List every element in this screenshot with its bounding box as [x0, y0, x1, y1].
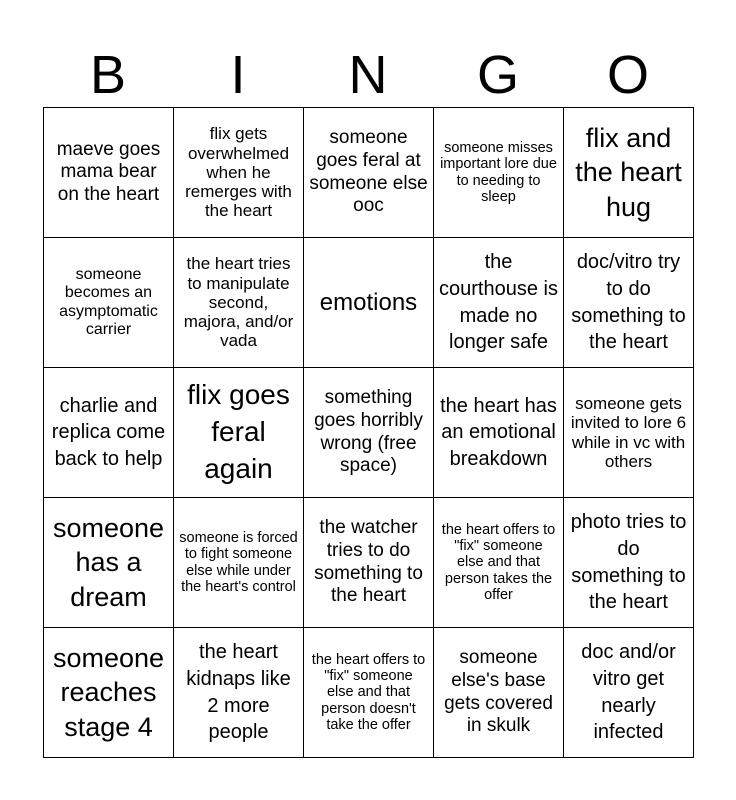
bingo-cell[interactable] — [174, 628, 304, 758]
cell-text: maeve goes mama bear on the heart — [56, 138, 161, 205]
cell-text: flix gets overwhelmed when he remerges with the heart — [185, 124, 292, 221]
header-letter-i: I — [230, 45, 246, 105]
cell-text: photo tries to do something to the heart — [570, 511, 687, 614]
bingo-cell[interactable] — [44, 108, 174, 238]
cell-text: someone else's base gets covered in skulk — [444, 647, 553, 737]
bingo-cell[interactable] — [434, 368, 564, 498]
bingo-cell[interactable] — [174, 498, 304, 628]
bingo-cell[interactable] — [174, 368, 304, 498]
bingo-cell[interactable] — [564, 238, 694, 368]
cell-text: someone becomes an asymptomatic carrier — [59, 266, 158, 338]
bingo-cell[interactable] — [174, 108, 304, 238]
cell-text: someone has a dream — [52, 512, 165, 612]
cell-text: the heart offers to "fix" someone else and that person takes the offer — [441, 521, 556, 604]
bingo-board — [43, 107, 694, 758]
bingo-cell[interactable] — [564, 628, 694, 758]
cell-text: someone goes feral at someone else ooc — [309, 127, 428, 217]
bingo-cell[interactable] — [304, 238, 434, 368]
bingo-cell[interactable] — [174, 238, 304, 368]
board-row — [44, 238, 694, 368]
cell-text: doc/vitro try to do something to the heart — [571, 251, 686, 354]
board-row — [44, 108, 694, 238]
cell-text: charlie and replica come back to help — [51, 394, 166, 470]
header-letter-n: N — [348, 45, 388, 105]
cell-text: flix and the heart hug — [575, 122, 682, 222]
board-row — [44, 368, 694, 498]
cell-text: someone misses important lore due to needing to sleep — [440, 139, 557, 205]
board-row — [44, 628, 694, 758]
bingo-cell[interactable] — [304, 498, 434, 628]
cell-text: the watcher tries to do something to the heart — [314, 517, 423, 607]
board-row — [44, 498, 694, 628]
bingo-cell[interactable] — [434, 108, 564, 238]
bingo-cell[interactable] — [564, 108, 694, 238]
cell-text: the heart offers to "fix" someone else and that person doesn't take the offer — [311, 651, 426, 734]
header-letter-g: G — [476, 45, 519, 105]
cell-text: emotions — [319, 288, 418, 316]
cell-text: someone gets invited to lore 6 while in vc with others — [570, 394, 687, 471]
bingo-cell[interactable] — [44, 238, 174, 368]
bingo-cell[interactable] — [304, 628, 434, 758]
cell-text: something goes horribly wrong (free space) — [314, 387, 423, 477]
header-letter-o: O — [606, 45, 649, 105]
cell-text: the courthouse is made no longer safe — [439, 251, 558, 354]
cell-text: the heart tries to manipulate second, majora, and/or vada — [183, 254, 294, 351]
cell-text: someone reaches stage 4 — [52, 642, 165, 742]
bingo-cell[interactable] — [434, 628, 564, 758]
bingo-cell[interactable] — [304, 368, 434, 498]
bingo-cell[interactable] — [564, 368, 694, 498]
cell-text: doc and/or vitro get nearly infected — [581, 641, 676, 744]
cell-text: flix goes feral again — [187, 379, 290, 484]
bingo-cell[interactable] — [434, 498, 564, 628]
bingo-header — [43, 46, 693, 104]
cell-text: someone is forced to fight someone else while under the heart's control — [179, 529, 298, 595]
bingo-cell[interactable] — [44, 498, 174, 628]
bingo-cell[interactable] — [44, 368, 174, 498]
bingo-cell[interactable] — [304, 108, 434, 238]
cell-text: the heart has an emotional breakdown — [440, 394, 557, 470]
bingo-cell[interactable] — [434, 238, 564, 368]
header-letter-b: B — [89, 45, 127, 105]
cell-text: the heart kidnaps like 2 more people — [186, 641, 291, 744]
bingo-cell[interactable] — [564, 498, 694, 628]
bingo-cell[interactable] — [44, 628, 174, 758]
